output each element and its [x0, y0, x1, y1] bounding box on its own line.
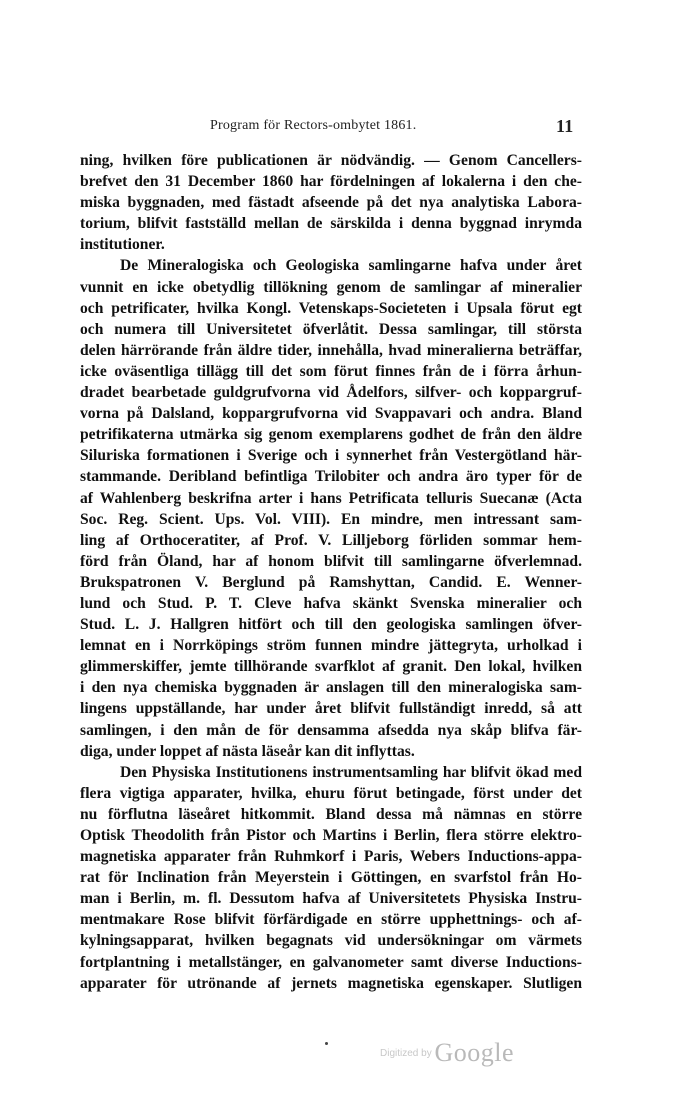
text-line: lingens uppställande, har under året blifvit fullständigt inredd, så att	[80, 700, 582, 718]
text-line: kylningsapparat, hvilken begagnats vid undersökningar om värmets	[80, 932, 582, 950]
text-line: rat för Inclination från Meyerstein i Göttingen, en svarfstol från Ho-	[80, 869, 582, 887]
text-line: torium, blifvit fastställd mellan de särskilda i denna byggnad inrymda	[80, 215, 582, 233]
text-line: nu förflutna läseåret hitkommit. Bland dessa må nämnas en större	[80, 805, 582, 823]
text-line: brefvet den 31 December 1860 har fördelningen af lokalerna i den che-	[80, 173, 582, 191]
text-line: och petrificater, hvilka Kongl. Vetenskaps-Societeten i Upsala förut egt	[80, 299, 582, 317]
text-line: institutioner.	[80, 236, 165, 254]
text-line: vunnit en icke obetydlig tillökning genom de samlingar af mineralier	[80, 278, 582, 296]
text-line: lund och Stud. P. T. Cleve hafva skänkt Svenska mineralier och	[80, 594, 582, 612]
text-line: Soc. Reg. Scient. Ups. Vol. VIII). En mindre, men intressant sam-	[80, 510, 582, 528]
body-text	[80, 150, 582, 994]
text-line: apparater för utrönande af jernets magnetiska egenskaper. Slutligen	[80, 974, 582, 992]
text-line: samlingen, i den mån de för densamma afsedda nya skåp blifva fär-	[80, 721, 582, 739]
text-line: Brukspatronen V. Berglund på Ramshyttan, Candid. E. Wenner-	[80, 573, 582, 591]
text-line: man i Berlin, m. fl. Dessutom hafva af Universitetets Physiska Instru-	[80, 890, 582, 908]
text-line: och numera till Universitetet öfverlåtit. Dessa samlingar, till största	[80, 320, 582, 338]
text-line: magnetiska apparater från Ruhmkorf i Paris, Webers Inductions-appa-	[80, 848, 582, 866]
google-logo: Google	[434, 1038, 515, 1067]
text-line: glimmerskiffer, jemte tillhörande svarfklot af granit. Den lokal, hvilken	[80, 658, 582, 676]
digitized-prefix: Digitized by	[380, 1048, 432, 1059]
text-line: flera vigtiga apparater, hvilka, ehuru förut betingade, först under det	[80, 784, 582, 802]
text-line: dradet bearbetade guldgrufvorna vid Ådelfors, silfver- och koppargruf-	[80, 384, 582, 402]
text-line: delen härrörande från äldre tider, innehålla, hvad mineralierna beträffar,	[80, 341, 582, 359]
text-line: ning, hvilken före publicationen är nödvändig. — Genom Cancellers-	[80, 152, 582, 169]
text-line: Optisk Theodolith från Pistor och Martins i Berlin, flera större elektro-	[80, 827, 582, 844]
page-number: 11	[556, 116, 574, 136]
text-line: petrifikaterna utmärka sig genom exemplarens godhet de från den äldre	[80, 426, 582, 444]
text-line: Den Physiska Institutionens instrumentsamling har blifvit ökad med	[120, 763, 582, 781]
text-line: mentmakare Rose blifvit förfärdigade en större upphettnings- och af-	[80, 911, 582, 929]
text-line: diga, under loppet af nästa läseår kan dit inflyttas.	[80, 742, 415, 760]
running-head-title: Program för Rectors-ombytet 1861.	[210, 118, 417, 133]
ink-speck	[325, 1042, 328, 1045]
text-line: vorna på Dalsland, koppargrufvorna vid Svappavari och andra. Bland	[80, 405, 582, 423]
text-line: ling af Orthoceratiter, af Prof. V. Lilljeborg förliden sommar hem-	[80, 531, 582, 549]
text-line: Stud. L. J. Hallgren hitfört och till den geologiska samlingen öfver-	[80, 616, 582, 634]
text-line: stammande. Deribland befintliga Trilobiter och andra äro typer för de	[80, 468, 582, 486]
text-line: miska byggnaden, med fästadt afseende på det nya analytiska Labora-	[80, 194, 582, 212]
text-line: fortplantning i metallstänger, en galvanometer samt diverse Inductions-	[80, 953, 582, 971]
digitized-by-google-watermark	[380, 1038, 514, 1068]
text-line: af Wahlenberg beskrifna arter i hans Petrificata telluris Suecanæ (Acta	[80, 489, 582, 507]
text-line: lemnat en i Norrköpings ström funnen mindre jättegryta, urholkad i	[80, 637, 582, 655]
text-line: Siluriska formationen i Sverige och i synnerhet från Vestergötland här-	[80, 447, 582, 465]
text-line: i den nya chemiska byggnaden är anslagen till den mineralogiska sam-	[80, 679, 582, 697]
text-line: förd från Öland, har af honom blifvit till samlingarne öfverlemnad.	[80, 552, 582, 570]
text-line: icke oväsentliga tillägg till det som förut finnes från de i förra århun-	[80, 362, 582, 380]
text-line: De Mineralogiska och Geologiska samlingarne hafva under året	[120, 257, 582, 275]
